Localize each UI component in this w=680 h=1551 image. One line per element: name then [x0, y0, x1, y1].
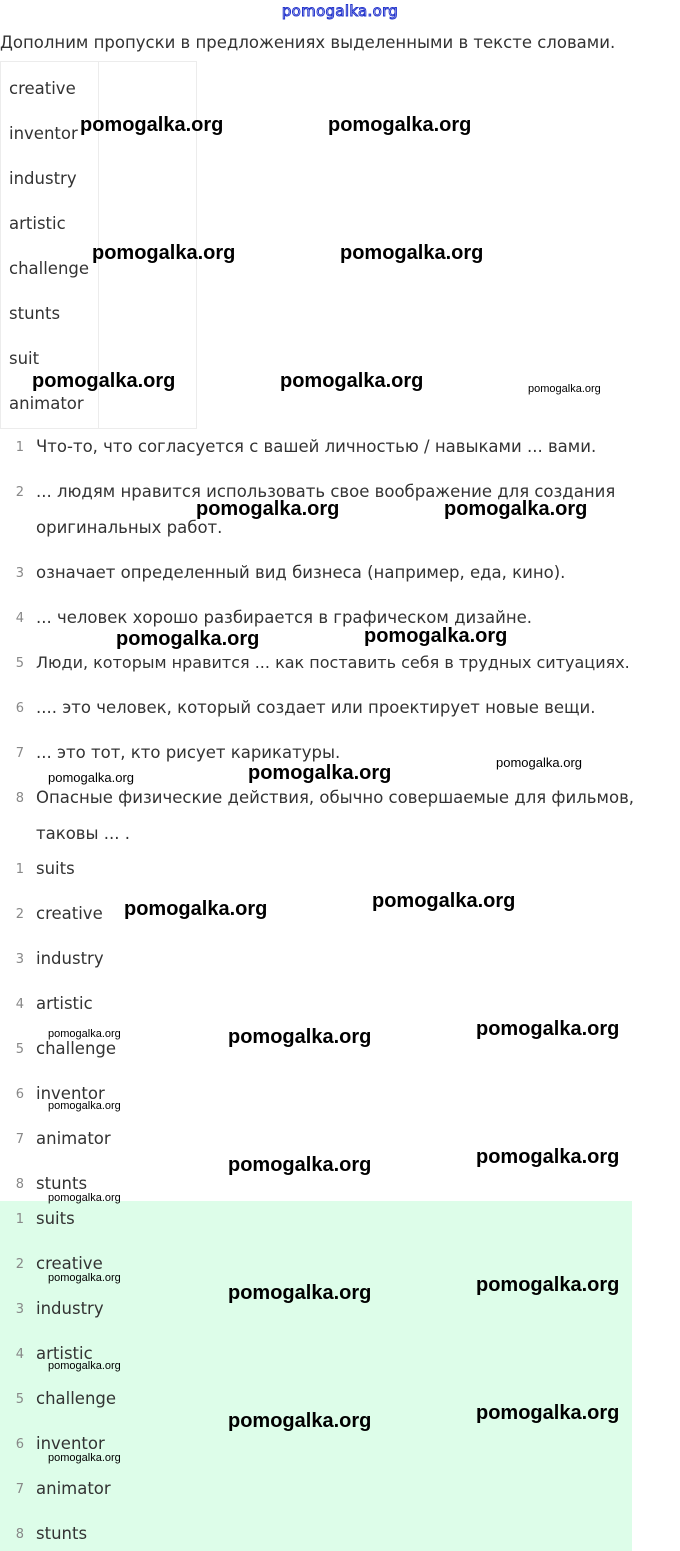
answer-word: creative: [36, 904, 103, 923]
watermark: pomogalka.org: [476, 1146, 620, 1168]
question-number: 4: [15, 611, 24, 626]
word-bank-item: challenge: [9, 259, 90, 278]
watermark: pomogalka.org: [48, 1028, 121, 1040]
watermark: pomogalka.org: [124, 898, 268, 920]
watermark: pomogalka.org: [444, 498, 588, 520]
answer-number: 3: [15, 1302, 24, 1317]
question-number: 2: [15, 485, 24, 500]
answer-word: inventor: [36, 1434, 105, 1453]
watermark: pomogalka.org: [48, 1100, 121, 1112]
word-bank-item: stunts: [9, 304, 61, 323]
watermark: pomogalka.org: [248, 762, 392, 784]
question-number: 5: [15, 656, 24, 671]
answer-number: 5: [15, 1392, 24, 1407]
answer-number: 6: [15, 1087, 24, 1102]
question-text: означает определенный вид бизнеса (например, еда, кино).: [36, 563, 566, 582]
question-text: таковы ... .: [36, 824, 131, 843]
watermark: pomogalka.org: [528, 383, 601, 395]
answer-word: creative: [36, 1254, 103, 1273]
watermark: pomogalka.org: [48, 1272, 121, 1284]
answer-number: 1: [15, 862, 24, 877]
watermark: pomogalka.org: [80, 114, 224, 136]
watermark: pomogalka.org: [228, 1282, 372, 1304]
question-text: Что-то, что согласуется с вашей личностью / навыками ... вами.: [36, 437, 597, 456]
answer-number: 8: [15, 1177, 24, 1192]
watermark: pomogalka.org: [92, 242, 236, 264]
answer-word: suits: [36, 859, 75, 878]
watermark: pomogalka.org: [228, 1154, 372, 1176]
watermark: pomogalka.org: [476, 1018, 620, 1040]
answer-number: 6: [15, 1437, 24, 1452]
answer-word: challenge: [36, 1039, 117, 1058]
watermark: pomogalka.org: [228, 1026, 372, 1048]
watermark: pomogalka.org: [328, 114, 472, 136]
answer-word: industry: [36, 1299, 104, 1318]
answer-word: inventor: [36, 1084, 105, 1103]
question-text: .... это человек, который создает или проектирует новые вещи.: [36, 698, 596, 717]
answer-word: suits: [36, 1209, 75, 1228]
answer-number: 5: [15, 1042, 24, 1057]
watermark: pomogalka.org: [364, 625, 508, 647]
word-bank-item: artistic: [9, 214, 66, 233]
watermark: pomogalka.org: [116, 628, 260, 650]
watermark: pomogalka.org: [476, 1402, 620, 1424]
question-text: ... людям нравится использовать свое воображение для создания: [36, 482, 616, 501]
watermark: pomogalka.org: [372, 890, 516, 912]
answer-number: 7: [15, 1482, 24, 1497]
answer-word: animator: [36, 1129, 111, 1148]
watermark: pomogalka.org: [48, 1192, 121, 1204]
watermark: pomogalka.org: [340, 242, 484, 264]
site-logo[interactable]: pomogalka.org: [281, 2, 399, 20]
question-number: 1: [15, 440, 24, 455]
question-text: ... человек хорошо разбирается в графическом дизайне.: [36, 608, 533, 627]
question-text: Люди, которым нравится ... как поставить себя в трудных ситуациях.: [36, 653, 630, 672]
question-number: 6: [15, 701, 24, 716]
answer-word: artistic: [36, 994, 93, 1013]
word-bank-item: suit: [9, 349, 40, 368]
question-text: оригинальных работ.: [36, 518, 223, 537]
answer-number: 2: [15, 907, 24, 922]
task-instruction: Дополним пропуски в предложениях выделенными в тексте словами.: [0, 33, 616, 52]
answer-word: challenge: [36, 1389, 117, 1408]
answer-number: 2: [15, 1257, 24, 1272]
answer-word: animator: [36, 1479, 111, 1498]
question-number: 3: [15, 566, 24, 581]
watermark: pomogalka.org: [32, 370, 176, 392]
word-bank-item: inventor: [9, 124, 78, 143]
answer-number: 7: [15, 1132, 24, 1147]
watermark: pomogalka.org: [48, 770, 134, 785]
answer-number: 1: [15, 1212, 24, 1227]
question-text: ... это тот, кто рисует карикатуры.: [36, 743, 341, 762]
question-number: 8: [15, 791, 24, 806]
watermark: pomogalka.org: [196, 498, 340, 520]
watermark: pomogalka.org: [280, 370, 424, 392]
answer-word: stunts: [36, 1174, 88, 1193]
watermark: pomogalka.org: [496, 755, 582, 770]
watermark: pomogalka.org: [48, 1452, 121, 1464]
word-bank-item: animator: [9, 394, 84, 413]
question-number: 7: [15, 746, 24, 761]
watermark: pomogalka.org: [48, 1360, 121, 1372]
answer-number: 8: [15, 1527, 24, 1542]
watermark: pomogalka.org: [228, 1410, 372, 1432]
answer-word: artistic: [36, 1344, 93, 1363]
word-bank-item: creative: [9, 79, 76, 98]
answer-number: 3: [15, 952, 24, 967]
watermark: pomogalka.org: [476, 1274, 620, 1296]
word-bank-item: industry: [9, 169, 77, 188]
answer-number: 4: [15, 997, 24, 1012]
question-text: Опасные физические действия, обычно совершаемые для фильмов,: [36, 788, 635, 807]
answer-word: stunts: [36, 1524, 88, 1543]
answer-word: industry: [36, 949, 104, 968]
answer-number: 4: [15, 1347, 24, 1362]
